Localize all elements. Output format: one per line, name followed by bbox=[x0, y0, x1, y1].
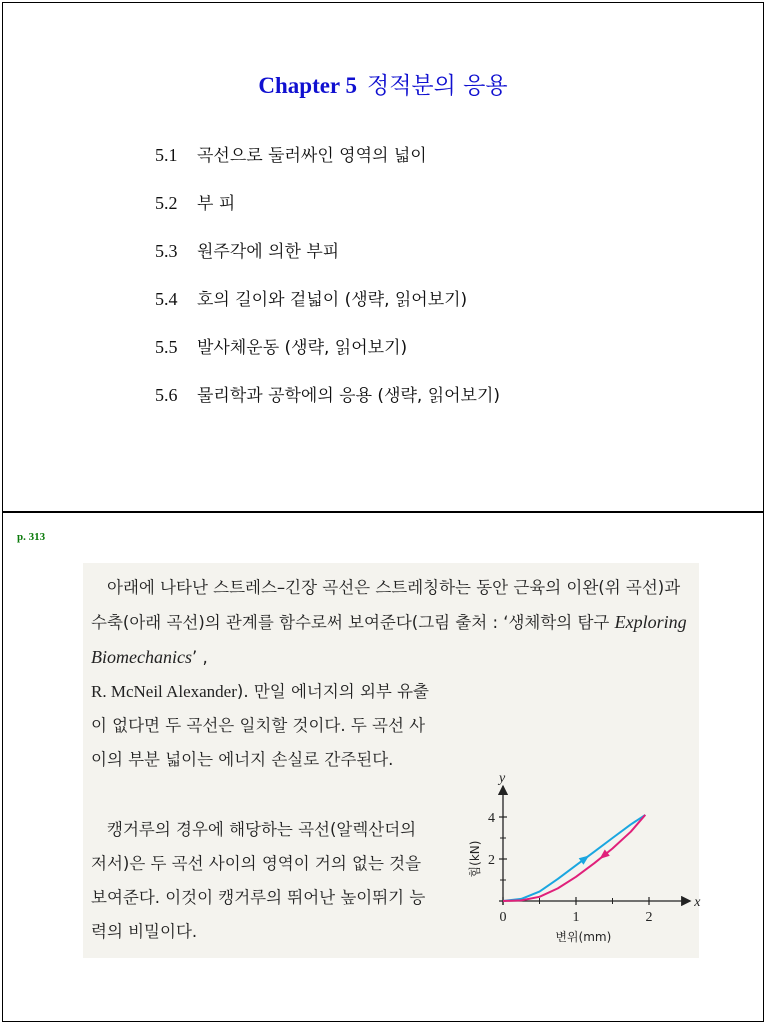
paragraph-text: 캥거루의 경우에 해당하는 곡선(알렉산더의 저서)은 두 곡선 사이의 영역이 거의 없는 것을 보여준다. 이것이 캥거루의 뛰어난 높이뛰기 능력의 비밀이다. bbox=[91, 820, 426, 941]
x-tick-label: 1 bbox=[572, 910, 580, 925]
paragraph-text: ’ , bbox=[191, 648, 208, 667]
y-axis-label: 힘(kN) bbox=[468, 840, 482, 878]
table-of-contents bbox=[155, 141, 500, 429]
x-axis-label: 변위(mm) bbox=[555, 930, 612, 944]
toc-number: 5.3 bbox=[155, 241, 178, 261]
toc-number: 5.5 bbox=[155, 337, 178, 357]
chapter-title bbox=[3, 67, 763, 100]
toc-item bbox=[155, 189, 500, 237]
toc-item bbox=[155, 333, 500, 381]
author-name: R. McNeil Alexander bbox=[91, 682, 237, 701]
page-reference: p. 313 bbox=[17, 531, 46, 543]
x-tick-label: 0 bbox=[499, 910, 507, 925]
textbook-scan bbox=[83, 563, 699, 958]
paragraph-intro bbox=[91, 571, 691, 675]
chapter-number: Chapter 5 bbox=[258, 73, 357, 98]
chart-series bbox=[503, 815, 645, 901]
series-line-lower bbox=[503, 815, 645, 901]
toc-text: 호의 길이와 겉넓이 (생략, 읽어보기) bbox=[197, 290, 468, 310]
toc-item bbox=[155, 141, 500, 189]
toc-item bbox=[155, 237, 500, 285]
toc-text: 물리학과 공학에의 응용 (생략, 읽어보기) bbox=[197, 386, 501, 406]
x-axis-letter: x bbox=[694, 895, 701, 910]
stress-strain-chart bbox=[468, 683, 701, 963]
toc-text: 원주각에 의한 부피 bbox=[197, 242, 340, 262]
y-tick-label: 4 bbox=[488, 811, 495, 826]
paragraph-text: 아래에 나타난 스트레스–긴장 곡선은 스트레칭하는 동안 근육의 이완(위 곡선)과 수축(아래 곡선)의 관계를 함수로써 보여준다(그림 출처 : ‘생체학의 탐구 bbox=[91, 578, 681, 632]
x-tick-label: 2 bbox=[645, 910, 653, 925]
paragraph-kangaroo bbox=[91, 813, 436, 949]
toc-text: 곡선으로 둘러싸인 영역의 넓이 bbox=[197, 146, 427, 166]
toc-text: 발사체운동 (생략, 읽어보기) bbox=[197, 338, 408, 358]
y-axis-letter: y bbox=[499, 771, 506, 786]
toc-number: 5.1 bbox=[155, 145, 178, 165]
paragraph-text: ). 만일 에너지의 외부 유출이 없다면 두 곡선은 일치할 것이다. 두 곡선 사이의 부분 넓이는 에너지 손실로 간주된다. bbox=[91, 682, 429, 769]
toc-number: 5.6 bbox=[155, 385, 178, 405]
chapter-name: 정적분의 응용 bbox=[366, 73, 508, 99]
slide-chapter-contents bbox=[2, 2, 764, 512]
book-title: Exploring Biomechanics bbox=[91, 612, 687, 667]
toc-text: 부 피 bbox=[197, 194, 236, 214]
y-tick-label: 2 bbox=[488, 853, 495, 868]
series-line-upper bbox=[503, 815, 645, 901]
slide-textbook-excerpt bbox=[2, 512, 764, 1022]
toc-number: 5.4 bbox=[155, 289, 178, 309]
paragraph-continued bbox=[91, 675, 436, 777]
toc-item bbox=[155, 285, 500, 333]
toc-number: 5.2 bbox=[155, 193, 178, 213]
toc-item bbox=[155, 381, 500, 429]
